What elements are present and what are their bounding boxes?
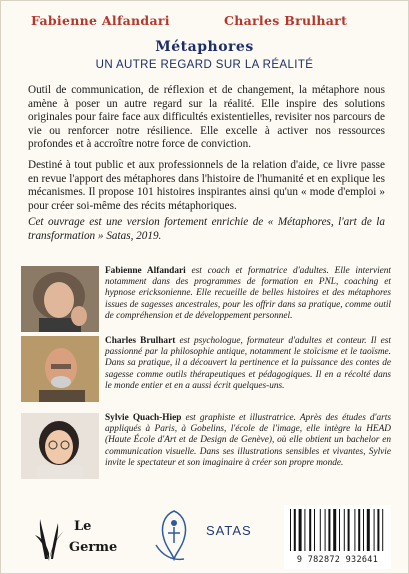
barcode-bar — [344, 509, 345, 551]
barcode-bar — [367, 509, 370, 551]
author-photo-fabienne — [21, 266, 99, 332]
author-bio-charles — [21, 336, 391, 402]
barcode-bar — [354, 509, 355, 551]
satas-emblem-icon — [146, 505, 202, 565]
bio-description: est psychologue, formateur d'adultes et conteur. Il est passionné par la philosophie antique, notamment le stoïcisme et le taoïsme. Dans sa pratique, il a découvert la pertinence et la puissance des contes de sagesse comme outils thérapeutiques et pédagogiques. Il en a récolté dans le monde entier et en a aussi écrit quelques-uns. — [105, 336, 391, 391]
bio-text — [105, 336, 391, 392]
portrait-image — [21, 266, 99, 332]
portrait-image — [21, 336, 99, 402]
isbn-digits: 9 782872 932641 — [296, 555, 379, 565]
barcode-bar — [333, 509, 336, 551]
barcode-bar — [304, 509, 305, 551]
barcode-bar — [320, 509, 321, 551]
description-paragraph-1: Outil de communication, de réflexion et de changement, la métaphore nous amène à poser un autre regard sur la réalité. Elle inspire des solutions originales pour faire face aux difficultés existentielles, revisiter nos parcours de vie ou renforcer notre résilience. Elle excelle à activer nos ressources profondes et à accroître notre force de conviction. — [28, 84, 385, 151]
barcode-bar — [314, 509, 315, 551]
barcode-graphic — [284, 505, 391, 555]
barcode-bar — [348, 509, 350, 551]
bio-name: Charles Brulhart — [105, 336, 176, 346]
authors-line — [1, 13, 408, 31]
bio-description: est coach et formatrice d'adultes. Elle intervient notamment dans des programmes de formation en PNL, coaching et hypnose ericksonienne. Elle recueille de belles histoires et des métaphores issues de sagesses ancestrales, pour les offrir dans sa pratique, comme outil de compréhension et de développement personnel. — [105, 266, 392, 321]
bio-name: Sylvie Quach-Hiep — [105, 413, 182, 423]
barcode-bar — [299, 509, 302, 551]
bio-text — [105, 266, 391, 322]
author-name-left: Fabienne Alfandari — [31, 13, 170, 28]
barcode-bar — [382, 509, 383, 551]
edition-note: Cet ouvrage est une version fortement enrichie de « Métaphores, l'art de la transformation » Satas, 2019. — [28, 216, 385, 242]
barcode-bar — [325, 509, 326, 551]
author-name-right: Charles Brulhart — [224, 13, 348, 28]
sprout-icon — [31, 513, 67, 563]
author-photo-sylvie — [21, 413, 99, 479]
barcode-bar — [374, 509, 375, 551]
le-germe-line-1: Le — [74, 519, 92, 534]
footer — [1, 501, 408, 571]
barcode-bar — [377, 509, 379, 551]
author-photo-charles — [21, 336, 99, 402]
bio-description: est graphiste et illustratrice. Après des études d'arts appliqués à Paris, à Gobelins, l'école de l'image, elle intègre la HEAD (Haute École d'Art et de Design de Genève), où elle obtient un bachelor en communication visuelle. Dans ses illustrations sensibles et vivantes, Sylvie invite le spectateur et son imaginaire à créer son propre monde. — [105, 413, 391, 468]
author-bio-sylvie — [21, 413, 391, 479]
portrait-image — [21, 413, 99, 479]
satas-logo — [146, 505, 256, 567]
barcode-bar — [363, 509, 364, 551]
book-subtitle: UN AUTRE REGARD SUR LA RÉALITÉ — [95, 59, 314, 71]
le-germe-line-2: Germe — [69, 540, 118, 555]
satas-wordmark: SATAS — [206, 523, 252, 538]
description-paragraph-2: Destiné à tout public et aux professionnels de la relation d'aide, ce livre passe en revue l'apport des métaphores dans l'histoire de l'humanité et en explique les mécanismes. Il propose 101 histoires inspirantes ainsi qu'un « mode d'emploi » pour créer soi-même des récits métaphoriques. — [28, 159, 385, 212]
barcode-bar — [358, 509, 360, 551]
isbn-barcode — [284, 505, 391, 569]
barcode-bar — [328, 509, 330, 551]
le-germe-logo — [31, 509, 121, 567]
bio-text — [105, 413, 391, 469]
barcode-bar — [294, 509, 296, 551]
barcode-bar — [339, 509, 340, 551]
barcode-bar — [290, 509, 291, 551]
barcode-bar — [309, 509, 311, 551]
book-title: Métaphores — [155, 39, 254, 55]
bio-name: Fabienne Alfandari — [105, 266, 186, 276]
author-bio-fabienne — [21, 266, 391, 332]
